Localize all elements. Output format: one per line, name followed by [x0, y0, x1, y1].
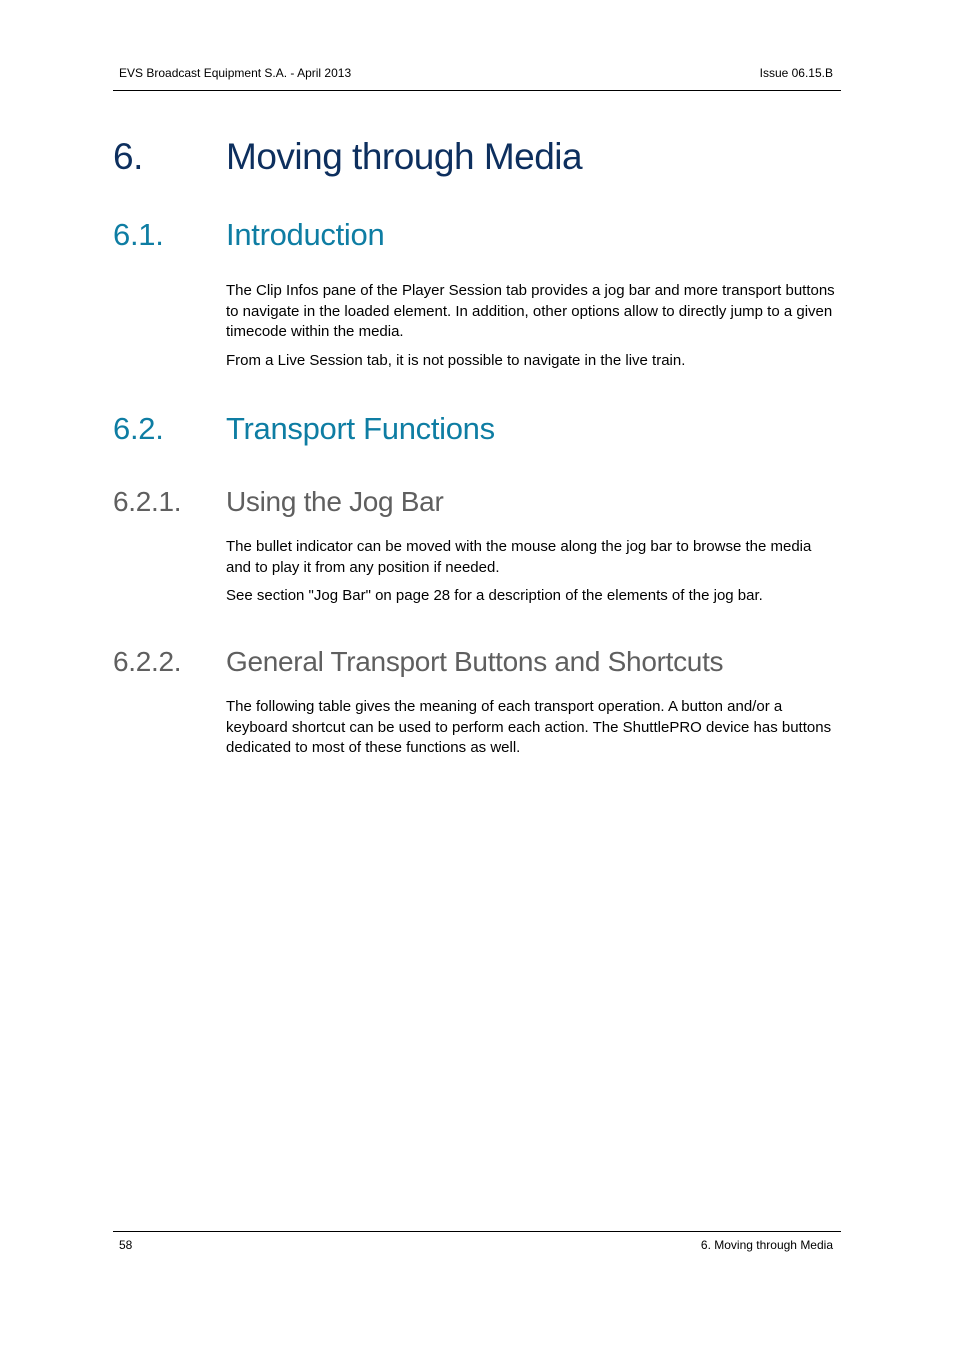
subsection-number-jog-bar: 6.2.1.	[113, 486, 182, 517]
section-title-introduction: Introduction	[226, 217, 385, 252]
header-publisher: EVS Broadcast Equipment S.A. - April 2013	[119, 66, 352, 80]
jog-bar-paragraph-2: See section "Jog Bar" on page 28 for a description of the elements of the jog bar.	[226, 587, 763, 604]
header-rule	[113, 90, 841, 91]
introduction-paragraph-2: From a Live Session tab, it is not possible to navigate in the live train.	[226, 352, 686, 369]
section-title-transport: Transport Functions	[226, 411, 495, 446]
footer-page-number: 58	[119, 1238, 133, 1252]
introduction-paragraph-1: The Clip Infos pane of the Player Session tab provides a jog bar and more transport buttons to navigate in the loaded element. In addition, other options allow to directly jump to a given timecode within the media.	[226, 282, 835, 340]
subsection-title-general-transport: General Transport Buttons and Shortcuts	[226, 646, 724, 677]
jog-bar-paragraph-1: The bullet indicator can be moved with the mouse along the jog bar to browse the media and to play it from any position if needed.	[226, 538, 812, 576]
section-number-introduction: 6.1.	[113, 217, 164, 252]
chapter-number: 6.	[113, 136, 143, 177]
subsection-title-jog-bar: Using the Jog Bar	[226, 486, 444, 517]
footer-chapter-ref: 6. Moving through Media	[700, 1238, 833, 1252]
footer-rule	[113, 1231, 841, 1232]
general-transport-paragraph-1: The following table gives the meaning of each transport operation. A button and/or a keyboard shortcut can be used to perform each action. The ShuttlePRO device has buttons dedicated to most of these functions as well.	[226, 698, 832, 756]
section-number-transport: 6.2.	[113, 411, 164, 446]
chapter-title: Moving through Media	[226, 136, 583, 177]
subsection-number-general-transport: 6.2.2.	[113, 646, 182, 677]
header-issue: Issue 06.15.B	[759, 66, 833, 80]
